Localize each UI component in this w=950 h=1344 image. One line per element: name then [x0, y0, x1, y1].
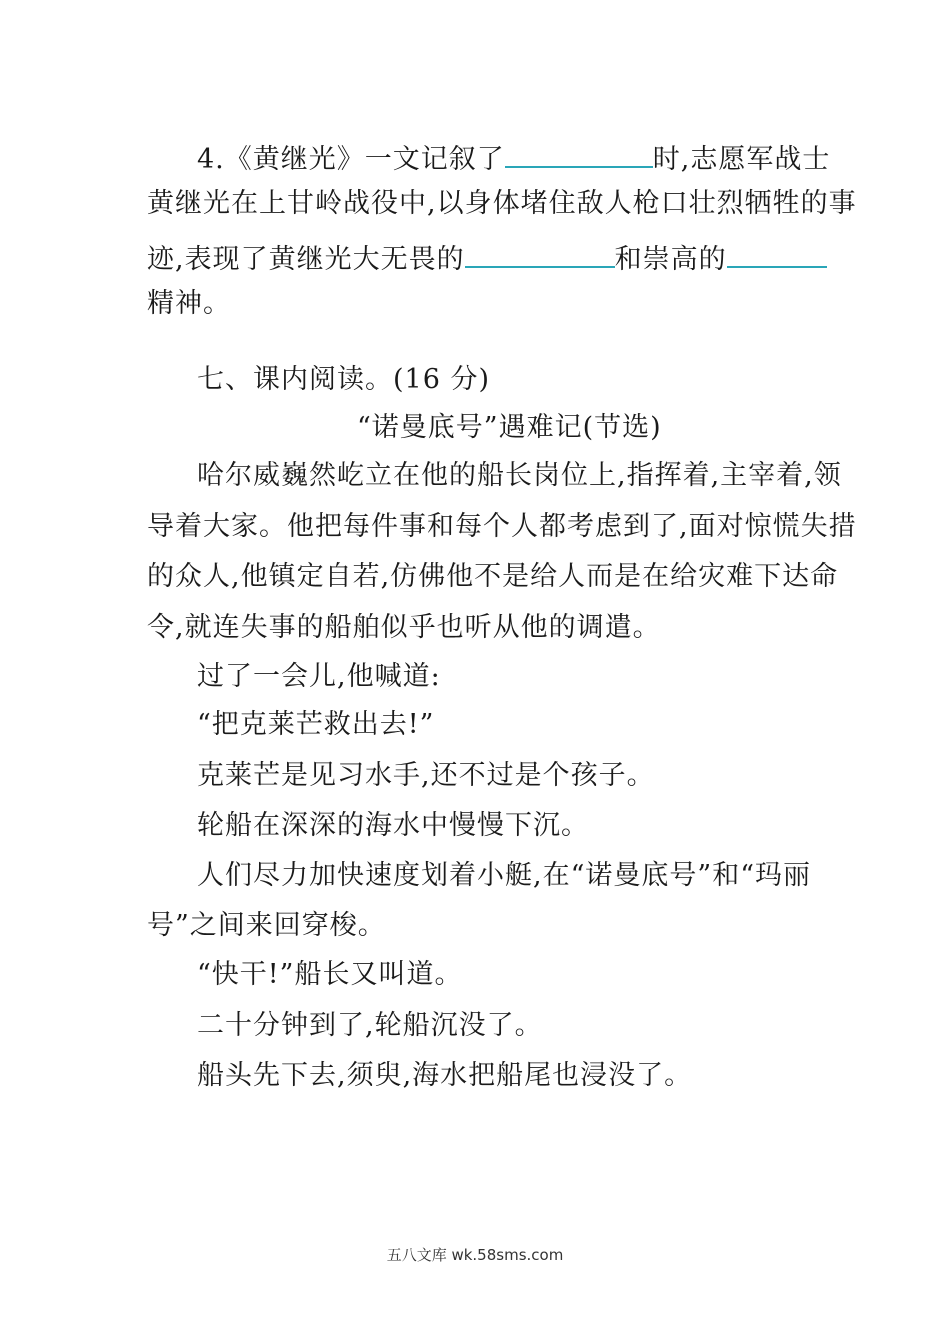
section-heading-text: 七、课内阅读。(16 分) [197, 364, 491, 395]
paragraph-8 [0, 1008, 950, 1044]
passage-title [0, 410, 950, 446]
paragraph-text: 二十分钟到了,轮船沉没了。 [197, 1010, 543, 1041]
paragraph-text: 导着大家。他把每件事和每个人都考虑到了,面对惊慌失措 [147, 511, 857, 542]
question-4-text-c: 黄继光在上甘岭战役中,以身体堵住敌人枪口壮烈牺牲的事 [147, 188, 857, 219]
paragraph-text: 轮船在深深的海水中慢慢下沉。 [197, 810, 589, 841]
paragraph-text: 船头先下去,须臾,海水把船尾也浸没了。 [197, 1060, 693, 1091]
paragraph-1-line-1 [0, 458, 950, 494]
paragraph-3 [0, 707, 950, 743]
question-4-text-e: 和崇高的 [614, 244, 727, 275]
paragraph-1-line-2 [0, 509, 950, 545]
answer-blank-2[interactable] [465, 236, 615, 268]
paragraph-text: 克莱芒是见习水手,还不过是个孩子。 [197, 760, 655, 791]
paragraph-text: 人们尽力加快速度划着小艇,在“诺曼底号”和“玛丽 [197, 860, 811, 891]
paragraph-7 [0, 957, 950, 993]
paragraph-text: 号”之间来回穿梭。 [147, 910, 386, 941]
paragraph-4 [0, 758, 950, 794]
footer-watermark-text: 五八文库 wk.58sms.com [386, 1246, 564, 1264]
page-footer [0, 1244, 950, 1265]
question-4-text-f: 精神。 [147, 288, 231, 319]
question-4-line-1 [0, 136, 950, 178]
question-4-line-3 [0, 236, 950, 278]
paragraph-6-line-2 [0, 908, 950, 944]
paragraph-text: 令,就连失事的船舶似乎也听从他的调遣。 [147, 612, 661, 643]
passage-title-text: “诺曼底号”遇难记(节选) [357, 412, 662, 443]
paragraph-6-line-1 [0, 858, 950, 894]
question-4-line-4 [0, 286, 950, 322]
paragraph-1-line-4 [0, 610, 950, 646]
question-4-text-b: 时,志愿军战士 [652, 144, 831, 175]
paragraph-text: 哈尔威巍然屹立在他的船长岗位上,指挥着,主宰着,领 [197, 460, 842, 491]
question-4-text-d: 迹,表现了黄继光大无畏的 [147, 244, 465, 275]
paragraph-9 [0, 1058, 950, 1094]
paragraph-text: “快干!”船长又叫道。 [197, 959, 463, 990]
paragraph-text: “把克莱芒救出去!” [197, 709, 435, 740]
answer-blank-1[interactable] [505, 136, 653, 168]
paragraph-5 [0, 808, 950, 844]
answer-blank-3[interactable] [727, 236, 827, 268]
paragraph-2 [0, 659, 950, 695]
section-7-heading [0, 362, 950, 398]
paragraph-1-line-3 [0, 559, 950, 595]
paragraph-text: 的众人,他镇定自若,仿佛他不是给人而是在给灾难下达命 [147, 561, 839, 592]
question-4-text-a: 4.《黄继光》一文记叙了 [197, 144, 505, 175]
paragraph-text: 过了一会儿,他喊道: [197, 661, 441, 692]
question-4-line-2 [0, 186, 950, 222]
